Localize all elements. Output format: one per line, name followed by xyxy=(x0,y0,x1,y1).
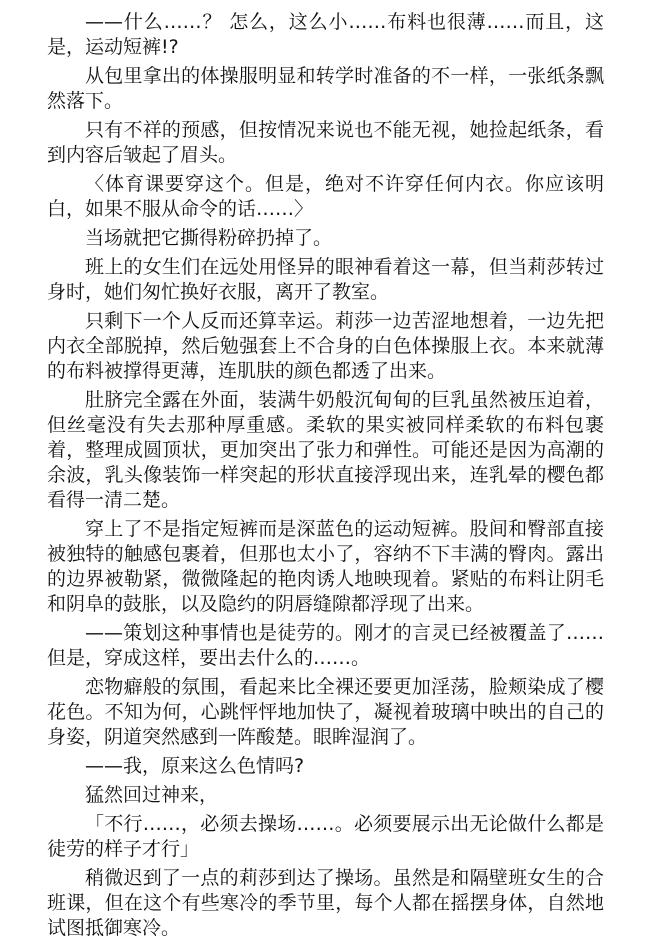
paragraph: ——策划这种事情也是徒劳的。刚才的言灵已经被覆盖了……但是，穿成这样，要出去什么的……。 xyxy=(47,622,604,669)
paragraph: 猛然回过神来， xyxy=(85,784,219,806)
paragraph: 「不行……，必须去操场……。必须要展示出无论做什么都是徒劳的样子才行」 xyxy=(47,813,604,860)
paragraph: 从包里拿出的体操服明显和转学时准备的不一样，一张纸条飘然落下。 xyxy=(47,65,604,112)
paragraph: 〈体育课要穿这个。但是，绝对不许穿任何内衣。你应该明白，如果不服从命令的话……〉 xyxy=(47,173,604,220)
paragraph: 肚脐完全露在外面，装满牛奶般沉甸甸的巨乳虽然被压迫着，但丝毫没有失去那种厚重感。柔软的果实被同样柔软的布料包裹着，整理成圆顶状，更加突出了张力和弹性。可能还是因为高潮的余波，乳头像装饰一样突起的形状直接浮现出来，连乳晕的樱色都看得一清二楚。 xyxy=(47,389,604,511)
paragraph: 当场就把它撕得粉碎扔掉了。 xyxy=(85,227,333,249)
paragraph: 只有不祥的预感，但按情况来说也不能无视，她捡起纸条，看到内容后皱起了眉头。 xyxy=(47,119,604,166)
paragraph: 恋物癖般的氛围，看起来比全裸还要更加淫荡，脸颊染成了樱花色。不知为何，心跳怦怦地加快了，凝视着玻璃中映出的自己的身姿，阴道突然感到一阵酸楚。眼眸湿润了。 xyxy=(47,676,604,748)
paragraph: 只剩下一个人反而还算幸运。莉莎一边苦涩地想着，一边先把内衣全部脱掉，然后勉强套上不合身的白色体操服上衣。本来就薄的布料被撑得更薄，连肌肤的颜色都透了出来。 xyxy=(47,310,604,382)
paragraph: 穿上了不是指定短裤而是深蓝色的运动短裤。股间和臀部直接被独特的触感包裹着，但那也太小了，容纳不下丰满的臀肉。露出的边界被勒紧，微微隆起的艳肉诱人地映现着。紧贴的布料让阴毛和阴阜的鼓胀，以及隐约的阴唇缝隙都浮现了出来。 xyxy=(47,518,604,615)
paragraph: 稍微迟到了一点的莉莎到达了操场。虽然是和隔壁班女生的合班课，但在这个有些寒冷的季节里，每个人都在摇摆身体，自然地试图抵御寒冷。 xyxy=(47,867,604,939)
paragraph: 班上的女生们在远处用怪异的眼神看着这一幕，但当莉莎转过身时，她们匆忙换好衣服，离开了教室。 xyxy=(47,256,604,303)
paragraph: ——我，原来这么色情吗? xyxy=(85,755,305,777)
paragraph: ——什么……？ 怎么，这么小……布料也很薄……而且，这是，运动短裤!? xyxy=(47,11,604,58)
